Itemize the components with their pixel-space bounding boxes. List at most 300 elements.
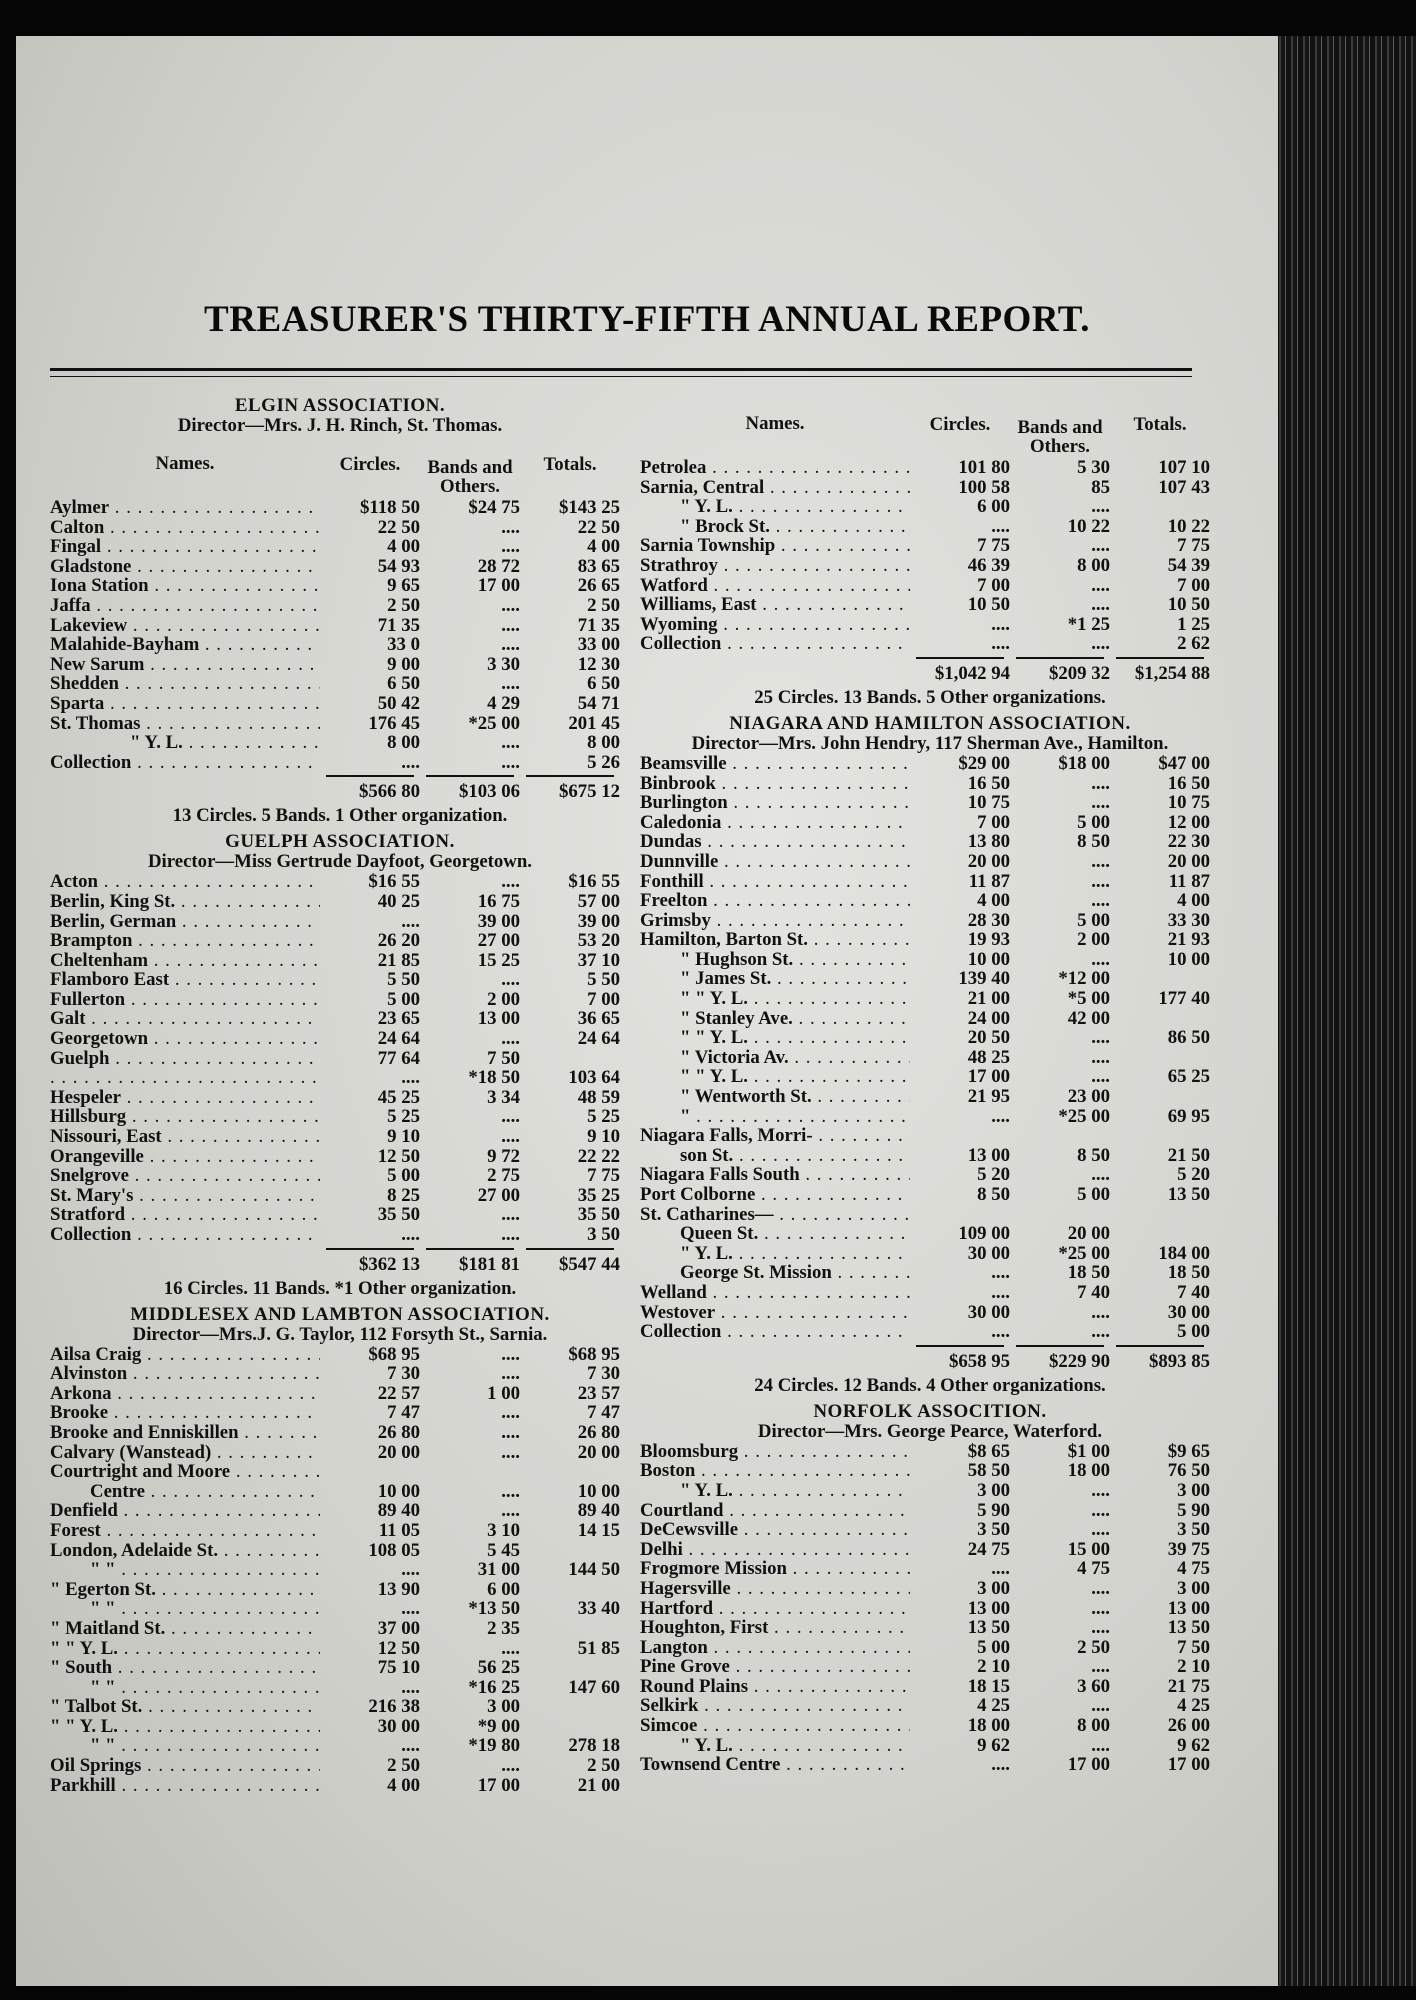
row-name: Acton . . . bbox=[50, 872, 320, 892]
row-circles: 75 10 bbox=[377, 1657, 420, 1679]
table-row bbox=[640, 989, 1220, 1009]
row-totals: 4 00 bbox=[587, 536, 620, 558]
row-bands: .... bbox=[1091, 594, 1110, 616]
row-circles: .... bbox=[991, 1105, 1010, 1127]
row-bands: .... bbox=[501, 1421, 520, 1443]
row-name: " Brock St. . . . bbox=[640, 517, 910, 537]
row-totals: 7 47 bbox=[587, 1402, 620, 1424]
table-row bbox=[640, 1126, 1220, 1146]
row-bands: 15 25 bbox=[477, 949, 520, 971]
row-bands: $1 00 bbox=[1067, 1440, 1110, 1462]
table-row bbox=[50, 1166, 630, 1186]
association-director: Director—Mrs. George Pearce, Waterford. bbox=[757, 1420, 1103, 1442]
table-row bbox=[640, 1087, 1220, 1107]
total-totals: $675 12 bbox=[558, 781, 620, 803]
row-bands: 2 75 bbox=[487, 1165, 520, 1187]
table-row bbox=[50, 674, 630, 694]
row-totals: 65 25 bbox=[1167, 1066, 1210, 1088]
rule-spacer bbox=[50, 1245, 320, 1255]
row-circles: 216 38 bbox=[368, 1696, 420, 1718]
row-totals: 10 22 bbox=[1167, 515, 1210, 537]
row-totals: 71 35 bbox=[577, 614, 620, 636]
row-name: " " Y. L. . . . bbox=[640, 989, 910, 1009]
table-row bbox=[640, 1028, 1220, 1048]
row-bands: 28 72 bbox=[477, 555, 520, 577]
row-circles: 101 80 bbox=[958, 457, 1010, 478]
row-circles: 3 50 bbox=[977, 1519, 1010, 1541]
row-circles: 8 25 bbox=[387, 1184, 420, 1206]
row-bands: .... bbox=[1091, 1027, 1110, 1049]
table-row bbox=[640, 852, 1220, 872]
row-circles: 26 20 bbox=[377, 930, 420, 952]
header-totals: Totals. bbox=[543, 454, 597, 475]
row-bands: .... bbox=[1091, 633, 1110, 655]
row-totals: 7 00 bbox=[587, 988, 620, 1010]
row-totals: 278 18 bbox=[568, 1735, 620, 1757]
row-bands: 8 50 bbox=[1077, 831, 1110, 853]
total-rule bbox=[640, 1342, 1220, 1352]
row-bands: 2 35 bbox=[487, 1617, 520, 1639]
row-name: Sarnia Township . . . bbox=[640, 536, 910, 556]
row-bands: .... bbox=[1091, 1479, 1110, 1501]
row-bands: .... bbox=[1091, 1519, 1110, 1541]
row-bands: .... bbox=[1091, 1046, 1110, 1068]
row-name: Flamboro East . . . bbox=[50, 970, 320, 990]
row-bands: 2 00 bbox=[1077, 929, 1110, 951]
table-row bbox=[50, 1658, 630, 1678]
row-circles: 17 00 bbox=[967, 1066, 1010, 1088]
header-bands: Bands and Others. bbox=[427, 457, 513, 497]
row-circles: 23 65 bbox=[377, 1008, 420, 1030]
right-column bbox=[640, 396, 1220, 1777]
row-bands: 3 10 bbox=[487, 1519, 520, 1541]
row-bands: .... bbox=[1091, 535, 1110, 557]
row-name: Townsend Centre . . . bbox=[640, 1755, 910, 1775]
row-circles: 33 0 bbox=[387, 634, 420, 656]
row-totals: $16 55 bbox=[568, 871, 620, 893]
table-row bbox=[50, 616, 630, 636]
table-row bbox=[50, 1403, 630, 1423]
row-circles: 13 90 bbox=[377, 1578, 420, 1600]
row-bands: 4 75 bbox=[1077, 1558, 1110, 1580]
row-bands: .... bbox=[501, 1224, 520, 1245]
row-name: Strathroy . . . bbox=[640, 556, 910, 576]
row-name: Aylmer . . . bbox=[50, 498, 320, 518]
row-totals: 21 50 bbox=[1167, 1144, 1210, 1166]
row-bands: 17 00 bbox=[1067, 1754, 1110, 1776]
row-totals: $47 00 bbox=[1158, 752, 1210, 774]
row-name: Brooke . . . bbox=[50, 1403, 320, 1423]
row-name: Westover . . . bbox=[640, 1303, 910, 1323]
row-bands: .... bbox=[501, 536, 520, 558]
row-bands: .... bbox=[1091, 948, 1110, 970]
row-totals: 69 95 bbox=[1167, 1105, 1210, 1127]
row-totals: 35 25 bbox=[577, 1184, 620, 1206]
row-name: " " . . . bbox=[50, 1560, 320, 1580]
row-totals: 53 20 bbox=[577, 930, 620, 952]
table-row bbox=[640, 969, 1220, 989]
row-name: Williams, East . . . bbox=[640, 595, 910, 615]
row-name: Orangeville . . . bbox=[50, 1147, 320, 1167]
row-circles: .... bbox=[401, 1559, 420, 1581]
row-bands: .... bbox=[501, 1441, 520, 1463]
table-row bbox=[640, 1263, 1220, 1283]
row-bands: 6 00 bbox=[487, 1578, 520, 1600]
row-bands: .... bbox=[1091, 1301, 1110, 1323]
row-totals: 33 40 bbox=[577, 1598, 620, 1620]
row-circles: 54 93 bbox=[377, 555, 420, 577]
row-totals bbox=[520, 1462, 620, 1482]
row-name: Malahide-Bayham . . . bbox=[50, 635, 320, 655]
row-totals: 10 50 bbox=[1167, 594, 1210, 616]
table-row bbox=[640, 536, 1220, 556]
row-bands: 23 00 bbox=[1067, 1086, 1110, 1108]
row-name: Hillsburg . . . bbox=[50, 1107, 320, 1127]
row-totals: 36 65 bbox=[577, 1008, 620, 1030]
row-totals: 3 00 bbox=[1177, 1577, 1210, 1599]
row-totals: 7 40 bbox=[1177, 1281, 1210, 1303]
table-row bbox=[640, 1559, 1220, 1579]
association-section bbox=[50, 1305, 630, 1796]
table-row bbox=[640, 634, 1220, 654]
row-circles: 24 00 bbox=[967, 1007, 1010, 1029]
association-title: MIDDLESEX AND LAMBTON ASSOCIATION. bbox=[130, 1303, 550, 1325]
row-bands: 85 bbox=[1091, 476, 1110, 498]
row-bands: .... bbox=[1091, 1499, 1110, 1521]
row-totals: 10 75 bbox=[1167, 792, 1210, 814]
row-bands: *13 50 bbox=[468, 1598, 520, 1620]
row-totals bbox=[1110, 969, 1210, 989]
row-circles: 18 15 bbox=[967, 1675, 1010, 1697]
table-row bbox=[640, 872, 1220, 892]
row-totals: 5 50 bbox=[587, 969, 620, 991]
row-name: " " . . . bbox=[50, 1678, 320, 1698]
row-bands: .... bbox=[501, 871, 520, 893]
row-circles: 50 42 bbox=[377, 692, 420, 714]
row-name: " Y. L. . . . bbox=[50, 733, 320, 753]
row-bands: 56 25 bbox=[477, 1657, 520, 1679]
row-totals bbox=[1110, 1224, 1210, 1244]
row-bands: .... bbox=[501, 673, 520, 695]
row-bands: 18 00 bbox=[1067, 1460, 1110, 1482]
table-row bbox=[640, 950, 1220, 970]
row-totals: 48 59 bbox=[577, 1086, 620, 1108]
row-totals bbox=[1110, 497, 1210, 517]
row-name: Courtright and Moore . . . bbox=[50, 1462, 320, 1482]
association-title: ELGIN ASSOCIATION. bbox=[234, 395, 446, 416]
row-name: Calvary (Wanstead) . . . bbox=[50, 1443, 320, 1463]
table-row bbox=[50, 1717, 630, 1737]
row-name: " Y. L. . . . bbox=[640, 1736, 910, 1756]
row-name: Parkhill . . . bbox=[50, 1776, 320, 1796]
row-circles: 5 00 bbox=[387, 1165, 420, 1187]
association-summary: 16 Circles. 11 Bands. *1 Other organization. bbox=[163, 1277, 517, 1299]
association-section bbox=[640, 396, 1220, 710]
table-row bbox=[50, 1364, 630, 1384]
table-row bbox=[50, 1560, 630, 1580]
row-bands: .... bbox=[501, 1402, 520, 1424]
table-row bbox=[50, 498, 630, 518]
table-row bbox=[50, 1127, 630, 1147]
row-circles: 21 95 bbox=[967, 1086, 1010, 1108]
row-name: Sarnia, Central . . . bbox=[640, 478, 910, 498]
row-circles: .... bbox=[401, 910, 420, 932]
row-circles: 46 39 bbox=[967, 554, 1010, 576]
table-row bbox=[640, 1696, 1220, 1716]
header-circles: Circles. bbox=[929, 414, 991, 435]
association-section bbox=[640, 1402, 1220, 1775]
row-name: " " Y. L. . . . bbox=[640, 1067, 910, 1087]
row-totals: 144 50 bbox=[568, 1559, 620, 1581]
table-row bbox=[50, 1678, 630, 1698]
header-totals: Totals. bbox=[1133, 414, 1187, 435]
row-name: Jaffa . . . bbox=[50, 596, 320, 616]
table-row bbox=[50, 1345, 630, 1365]
row-circles: 109 00 bbox=[958, 1223, 1010, 1245]
row-totals: 13 50 bbox=[1167, 1184, 1210, 1205]
table-row bbox=[50, 872, 630, 892]
row-circles: 7 47 bbox=[387, 1402, 420, 1424]
row-name: Centre . . . bbox=[50, 1482, 320, 1502]
row-circles bbox=[320, 1462, 420, 1482]
table-row bbox=[640, 615, 1220, 635]
row-name: Niagara Falls, Morri- . . . bbox=[640, 1126, 910, 1146]
row-bands: .... bbox=[501, 1126, 520, 1148]
row-name: Collection . . . bbox=[640, 1322, 910, 1342]
row-bands: .... bbox=[501, 516, 520, 538]
row-circles: .... bbox=[991, 1321, 1010, 1343]
row-circles: 58 50 bbox=[967, 1460, 1010, 1482]
row-circles: 10 00 bbox=[967, 948, 1010, 970]
row-bands: 3 30 bbox=[487, 653, 520, 675]
row-circles: 7 00 bbox=[977, 574, 1010, 596]
row-bands: 16 75 bbox=[477, 890, 520, 912]
table-row bbox=[640, 1638, 1220, 1658]
row-totals: 3 50 bbox=[587, 1224, 620, 1245]
table-row bbox=[50, 1697, 630, 1717]
row-totals: 22 22 bbox=[577, 1145, 620, 1167]
row-name: Oil Springs . . . bbox=[50, 1756, 320, 1776]
row-name: " " . . . bbox=[50, 1736, 320, 1756]
table-row bbox=[640, 1677, 1220, 1697]
row-circles: 12 50 bbox=[377, 1145, 420, 1167]
row-bands: 39 00 bbox=[477, 910, 520, 932]
row-circles: .... bbox=[401, 1598, 420, 1620]
row-totals: 107 43 bbox=[1158, 476, 1210, 498]
row-totals: 7 50 bbox=[1177, 1636, 1210, 1658]
table-row bbox=[640, 911, 1220, 931]
table-row bbox=[640, 1107, 1220, 1127]
row-circles: 24 64 bbox=[377, 1028, 420, 1050]
column-headers bbox=[50, 436, 630, 496]
table-row bbox=[640, 1716, 1220, 1736]
table-row bbox=[50, 1147, 630, 1167]
row-name: Collection . . . bbox=[640, 634, 910, 654]
row-circles: 5 00 bbox=[387, 988, 420, 1010]
row-circles: 4 00 bbox=[387, 536, 420, 558]
row-bands: .... bbox=[501, 614, 520, 636]
row-totals: 2 50 bbox=[587, 1755, 620, 1777]
row-name: Brooke and Enniskillen . . . bbox=[50, 1423, 320, 1443]
row-circles: 30 00 bbox=[967, 1242, 1010, 1264]
row-circles: 12 50 bbox=[377, 1637, 420, 1659]
row-totals: 13 00 bbox=[1167, 1597, 1210, 1619]
row-circles: 10 75 bbox=[967, 792, 1010, 814]
title-rule bbox=[50, 368, 1192, 371]
row-bands: .... bbox=[501, 1028, 520, 1050]
row-bands: .... bbox=[501, 1106, 520, 1128]
total-circles: $658 95 bbox=[948, 1350, 1010, 1372]
row-totals: 103 64 bbox=[568, 1067, 620, 1089]
row-totals: 201 45 bbox=[568, 712, 620, 734]
row-circles: 4 00 bbox=[977, 890, 1010, 912]
row-totals: 6 50 bbox=[587, 673, 620, 695]
row-totals: 3 00 bbox=[1177, 1479, 1210, 1501]
row-totals bbox=[520, 1717, 620, 1737]
row-bands: .... bbox=[1091, 1577, 1110, 1599]
left-column bbox=[50, 396, 630, 1797]
row-totals: 5 20 bbox=[1177, 1164, 1210, 1186]
row-circles: 10 50 bbox=[967, 594, 1010, 616]
total-rule bbox=[50, 772, 630, 782]
row-circles: 5 50 bbox=[387, 969, 420, 991]
row-name: " . . . bbox=[640, 1107, 910, 1127]
row-name: New Sarum . . . bbox=[50, 655, 320, 675]
row-totals: 83 65 bbox=[577, 555, 620, 577]
table-row bbox=[50, 892, 630, 912]
row-bands: 4 29 bbox=[487, 692, 520, 714]
total-bands: $103 06 bbox=[458, 781, 520, 803]
row-totals bbox=[520, 1580, 620, 1600]
row-totals: 7 75 bbox=[1177, 535, 1210, 557]
row-circles: .... bbox=[401, 1224, 420, 1245]
row-bands: 10 22 bbox=[1067, 515, 1110, 537]
row-circles: 18 00 bbox=[967, 1715, 1010, 1737]
row-circles: 45 25 bbox=[377, 1086, 420, 1108]
row-totals: 8 00 bbox=[587, 732, 620, 754]
row-circles: 4 00 bbox=[387, 1774, 420, 1796]
row-name: Beamsville . . . bbox=[640, 754, 910, 774]
row-circles: 176 45 bbox=[368, 712, 420, 734]
row-circles: 2 50 bbox=[387, 594, 420, 616]
total-circles: $566 80 bbox=[358, 781, 420, 803]
row-totals: $143 25 bbox=[558, 497, 620, 518]
row-bands: 8 50 bbox=[1077, 1144, 1110, 1166]
row-name: " James St. . . . bbox=[640, 969, 910, 989]
row-name bbox=[50, 1068, 320, 1088]
row-bands bbox=[420, 1462, 520, 1482]
row-bands: .... bbox=[1091, 496, 1110, 518]
table-row bbox=[640, 1224, 1220, 1244]
row-circles: 20 50 bbox=[967, 1027, 1010, 1049]
row-name: Frogmore Mission . . . bbox=[640, 1559, 910, 1579]
table-row bbox=[640, 813, 1220, 833]
book-edge bbox=[1262, 36, 1416, 1986]
row-name: Wyoming . . . bbox=[640, 615, 910, 635]
rule-spacer bbox=[50, 772, 320, 782]
table-row bbox=[640, 832, 1220, 852]
row-name: Collection . . . bbox=[50, 753, 320, 773]
row-bands: .... bbox=[1091, 772, 1110, 794]
row-name: Hartford . . . bbox=[640, 1599, 910, 1619]
row-name: " South . . . bbox=[50, 1658, 320, 1678]
table-row bbox=[50, 990, 630, 1010]
row-totals: 5 25 bbox=[587, 1106, 620, 1128]
row-name: Pine Grove . . . bbox=[640, 1657, 910, 1677]
row-totals: 22 50 bbox=[577, 516, 620, 538]
row-circles: 11 87 bbox=[968, 870, 1010, 892]
row-totals: 33 00 bbox=[577, 634, 620, 656]
row-bands: 3 34 bbox=[487, 1086, 520, 1108]
row-circles: 108 05 bbox=[368, 1539, 420, 1561]
row-name: " " Y. L. . . . bbox=[640, 1028, 910, 1048]
row-name: Denfield . . . bbox=[50, 1501, 320, 1521]
row-name: St. Mary's . . . bbox=[50, 1186, 320, 1206]
row-circles: 5 25 bbox=[387, 1106, 420, 1128]
row-circles: 21 00 bbox=[967, 988, 1010, 1010]
row-bands: $18 00 bbox=[1058, 752, 1110, 774]
row-circles: 77 64 bbox=[377, 1047, 420, 1069]
row-name: Forest . . . bbox=[50, 1521, 320, 1541]
total-totals: $547 44 bbox=[558, 1253, 620, 1275]
row-name: Delhi . . . bbox=[640, 1540, 910, 1560]
row-totals: 57 00 bbox=[577, 890, 620, 912]
row-name: Port Colborne . . . bbox=[640, 1185, 910, 1205]
header-circles: Circles. bbox=[339, 454, 401, 475]
row-bands: 17 00 bbox=[477, 575, 520, 597]
table-row bbox=[50, 1521, 630, 1541]
table-row bbox=[50, 931, 630, 951]
row-name: Shedden . . . bbox=[50, 674, 320, 694]
row-bands: 9 72 bbox=[487, 1145, 520, 1167]
row-circles: 21 85 bbox=[377, 949, 420, 971]
row-name: Houghton, First . . . bbox=[640, 1618, 910, 1638]
row-bands: 27 00 bbox=[477, 930, 520, 952]
table-row bbox=[640, 1599, 1220, 1619]
row-name: " Stanley Ave. . . . bbox=[640, 1009, 910, 1029]
row-totals: 7 00 bbox=[1177, 574, 1210, 596]
row-bands: .... bbox=[501, 1343, 520, 1365]
row-name: " Y. L. . . . bbox=[640, 1481, 910, 1501]
row-bands: .... bbox=[501, 1363, 520, 1385]
total-row bbox=[50, 782, 630, 804]
row-totals: 39 00 bbox=[577, 910, 620, 932]
row-name: Hespeler . . . bbox=[50, 1088, 320, 1108]
row-bands: .... bbox=[1091, 574, 1110, 596]
row-totals: 177 40 bbox=[1158, 988, 1210, 1010]
row-bands: .... bbox=[1091, 850, 1110, 872]
row-name: Sparta . . . bbox=[50, 694, 320, 714]
row-circles: 28 30 bbox=[967, 909, 1010, 931]
table-row bbox=[640, 1283, 1220, 1303]
table-row bbox=[640, 774, 1220, 794]
table-row bbox=[50, 1599, 630, 1619]
table-row bbox=[50, 1107, 630, 1127]
table-row bbox=[640, 458, 1220, 478]
table-row bbox=[50, 557, 630, 577]
row-name: Brampton . . . bbox=[50, 931, 320, 951]
row-bands: 27 00 bbox=[477, 1184, 520, 1206]
row-totals: 184 00 bbox=[1158, 1242, 1210, 1264]
row-bands: .... bbox=[501, 1637, 520, 1659]
row-name: " Y. L. . . . bbox=[640, 1244, 910, 1264]
row-name: Georgetown . . . bbox=[50, 1029, 320, 1049]
row-bands: 15 00 bbox=[1067, 1538, 1110, 1560]
row-totals: 22 30 bbox=[1167, 831, 1210, 853]
row-circles: 11 05 bbox=[378, 1519, 420, 1541]
row-name: Selkirk . . . bbox=[640, 1696, 910, 1716]
row-circles: 100 58 bbox=[958, 476, 1010, 498]
